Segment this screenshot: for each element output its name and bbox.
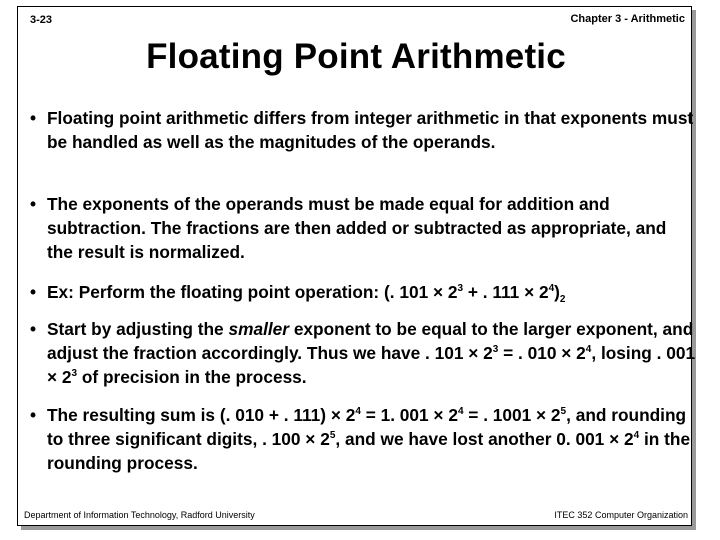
exponent: 3 [457, 283, 464, 294]
bullet-5-text-6: in the rounding process. [47, 429, 691, 473]
base-subscript: 2 [559, 294, 566, 305]
bullet-4-text-1: Start by adjusting the [47, 319, 229, 339]
bullet-dot: • [30, 405, 37, 425]
exponent: 3 [492, 344, 499, 355]
bullet-5-text-3: = . 1001 × 2 [463, 405, 561, 425]
bullet-4 [30, 317, 697, 389]
footer-course: ITEC 352 Computer Organization [554, 510, 688, 520]
exponent: 4 [355, 406, 361, 417]
bullet-4-text-2: exponent to be equal to the larger exponent, and adjust the fraction accordingly. Thus we have . 101 × 2 [47, 319, 694, 363]
bullet-5-text-4: , and rounding to three significant digits, . 100 × 2 [47, 405, 687, 449]
bullet-dot: • [30, 282, 37, 302]
bullet-dot: • [30, 194, 37, 214]
exponent: 5 [560, 406, 567, 417]
bullet-dot: • [30, 319, 37, 339]
exponent: 4 [457, 406, 464, 417]
bullet-4-text-4: , losing . 001 × 2 [47, 343, 696, 387]
chapter-label: Chapter 3 - Arithmetic [570, 13, 685, 25]
slide-title: Floating Point Arithmetic [146, 37, 566, 76]
bullet-2-text: The exponents of the operands must be made equal for addition and subtraction. The fractions are then added or subtracted as appropriate, and the result is normalized. [47, 194, 667, 262]
bullet-5-text-1: The resulting sum is (. 010 + . 111) × 2 [47, 405, 356, 425]
bullet-5-text-2: = 1. 001 × 2 [360, 405, 458, 425]
bullet-5 [30, 403, 697, 475]
bullet-2 [30, 192, 697, 264]
bullet-4-emphasis: smaller [228, 319, 290, 339]
bullet-3 [30, 280, 697, 304]
bullet-4-text-5: of precision in the process. [77, 367, 307, 387]
page-number: 3-23 [30, 14, 53, 26]
bullet-5-text-5: , and we have lost another 0. 001 × 2 [335, 429, 634, 449]
bullet-4-text-3: = . 010 × 2 [498, 343, 586, 363]
bullet-1-text: Floating point arithmetic differs from integer arithmetic in that exponents must be handled as well as the magnitudes of the operands. [47, 108, 694, 152]
bullet-3-text-1: Ex: Perform the floating point operation: (. 101 × 2 [47, 282, 458, 302]
bullet-3-text-3: ) [554, 282, 560, 302]
exponent: 4 [548, 283, 555, 294]
footer-department: Department of Information Technology, Radford University [24, 510, 255, 520]
bullet-3-text-2: + . 111 × 2 [463, 282, 549, 302]
bullet-dot: • [30, 108, 37, 128]
exponent: 5 [329, 430, 336, 441]
exponent: 4 [633, 430, 640, 441]
exponent: 4 [585, 344, 592, 355]
exponent: 3 [71, 368, 78, 379]
bullet-1 [30, 106, 697, 154]
